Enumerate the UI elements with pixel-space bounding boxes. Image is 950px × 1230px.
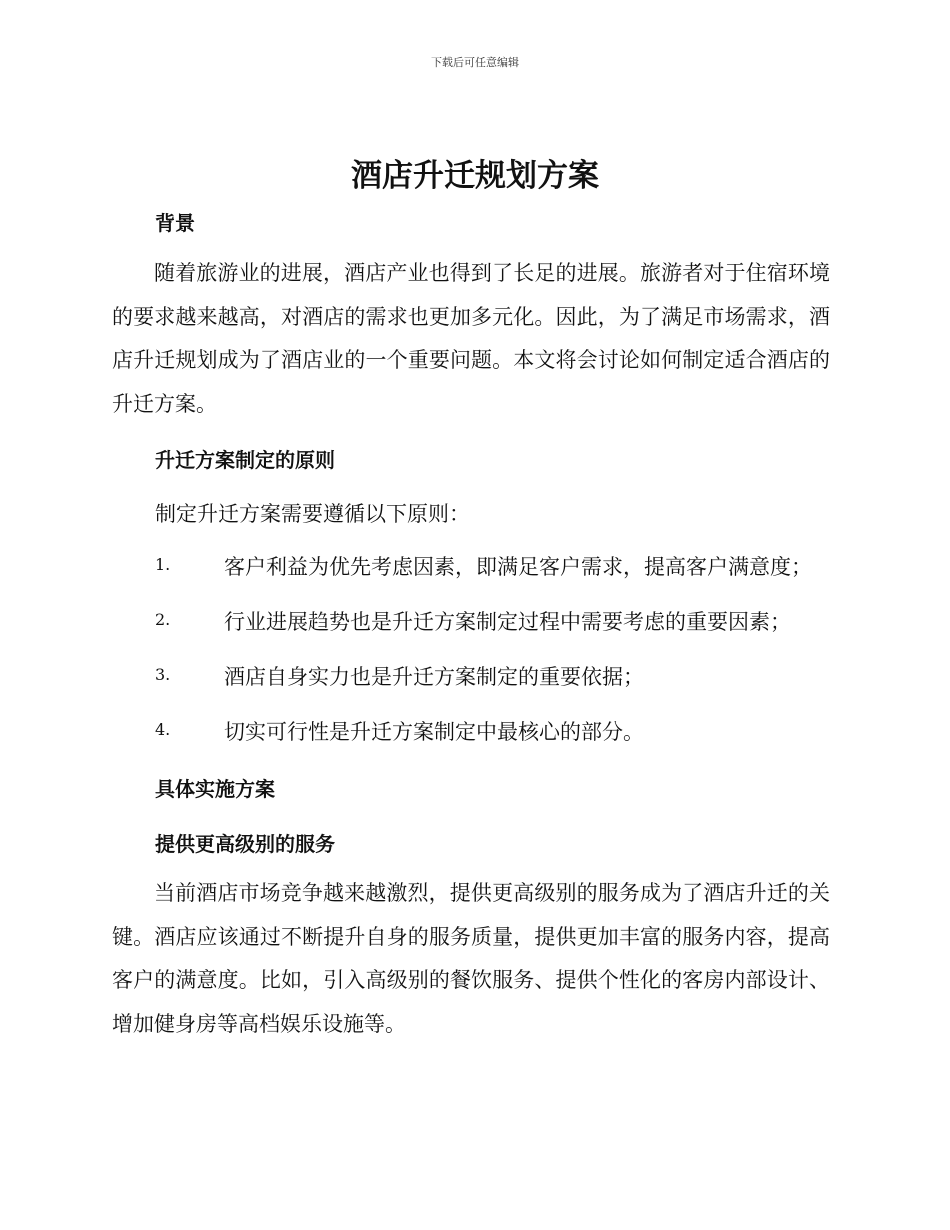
list-item xyxy=(0,655,950,710)
list-item-number: 4. xyxy=(155,720,171,739)
list-item-text: 酒店自身实力也是升迁方案制定的重要依据； xyxy=(224,665,644,689)
list-item-number: 1. xyxy=(155,555,171,574)
document-title: 酒店升迁规划方案 xyxy=(351,158,599,194)
list-item xyxy=(0,600,950,655)
list-item xyxy=(0,710,950,765)
background-paragraph: 随着旅游业的进展，酒店产业也得到了长足的进展。旅游者对于住宿环境的要求越来越高，对酒店的需求也更加多元化。因此，为了满足市场需求，酒店升迁规划成为了酒店业的一个重要问题。本文将会讨论如何制定适合酒店的升迁方案。 xyxy=(112,261,830,416)
list-item xyxy=(0,545,950,600)
implementation-paragraph: 当前酒店市场竞争越来越激烈，提供更高级别的服务成为了酒店升迁的关键。酒店应该通过不断提升自身的服务质量，提供更加丰富的服务内容，提高客户的满意度。比如，引入高级别的餐饮服务、提供个性化的客房内部设计、增加健身房等高档娱乐设施等。 xyxy=(112,881,830,1036)
section-heading-principles: 升迁方案制定的原则 xyxy=(155,448,335,472)
section-heading-implementation: 具体实施方案 xyxy=(155,777,275,801)
section-heading-background: 背景 xyxy=(155,211,195,235)
list-item-text: 切实可行性是升迁方案制定中最核心的部分。 xyxy=(224,720,644,744)
header-note: 下载后可任意编辑 xyxy=(431,56,519,69)
list-item-number: 3. xyxy=(155,665,171,684)
list-item-text: 客户利益为优先考虑因素，即满足客户需求，提高客户满意度； xyxy=(224,555,812,579)
subheading-higher-service: 提供更高级别的服务 xyxy=(155,832,335,856)
principles-list xyxy=(0,545,950,765)
list-item-number: 2. xyxy=(155,610,171,629)
principles-lead: 制定升迁方案需要遵循以下原则： xyxy=(155,502,470,526)
list-item-text: 行业进展趋势也是升迁方案制定过程中需要考虑的重要因素； xyxy=(224,610,791,634)
